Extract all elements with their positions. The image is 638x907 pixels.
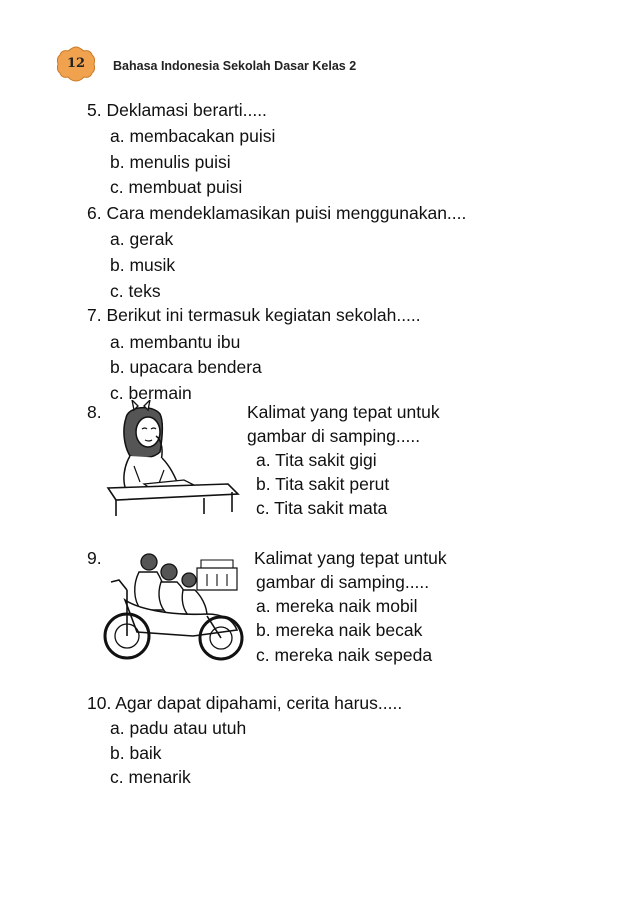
question-7-prompt: 7. Berikut ini termasuk kegiatan sekolah..... <box>87 305 421 325</box>
question-5-option-c: c. membuat puisi <box>110 177 243 197</box>
question-8-option-a: a. Tita sakit gigi <box>256 450 377 470</box>
page-number: 12 <box>66 56 86 71</box>
question-9-prompt-line-2: gambar di samping..... <box>256 572 430 592</box>
question-7-option-a: a. membantu ibu <box>110 332 241 352</box>
question-5-prompt: 5. Deklamasi berarti..... <box>87 100 267 120</box>
question-9-option-a: a. mereka naik mobil <box>256 596 418 616</box>
question-7-option-b: b. upacara bendera <box>110 357 262 377</box>
question-6-prompt: 6. Cara mendeklamasikan puisi menggunakan.... <box>87 203 467 223</box>
question-7-option-c: c. bermain <box>110 383 192 403</box>
page-number-badge <box>54 44 98 84</box>
family-on-motorcycle-illustration <box>97 550 257 662</box>
question-10-prompt: 10. Agar dapat dipahami, cerita harus..... <box>87 693 403 713</box>
header-title: Bahasa Indonesia Sekolah Dasar Kelas 2 <box>113 59 357 73</box>
question-10-option-a: a. padu atau utuh <box>110 718 247 738</box>
question-8-option-b: b. Tita sakit perut <box>256 474 390 494</box>
question-9-option-b: b. mereka naik becak <box>256 620 423 640</box>
question-8-option-c: c. Tita sakit mata <box>256 498 388 518</box>
question-9-prompt-line-1: Kalimat yang tepat untuk <box>254 548 447 568</box>
question-5-option-b: b. menulis puisi <box>110 152 231 172</box>
question-8-prompt-line-1: Kalimat yang tepat untuk <box>247 402 440 422</box>
question-9-option-c: c. mereka naik sepeda <box>256 645 433 665</box>
question-6-option-b: b. musik <box>110 255 176 275</box>
question-10-option-b: b. baik <box>110 743 162 763</box>
question-8-prompt-line-2: gambar di samping..... <box>247 426 421 446</box>
question-6-option-a: a. gerak <box>110 229 174 249</box>
girl-at-table-illustration <box>104 400 242 518</box>
question-10-option-c: c. menarik <box>110 767 191 787</box>
question-5-option-a: a. membacakan puisi <box>110 126 276 146</box>
question-6-option-c: c. teks <box>110 281 161 301</box>
question-8-number: 8. <box>87 402 102 422</box>
question-9-number: 9. <box>87 548 102 568</box>
